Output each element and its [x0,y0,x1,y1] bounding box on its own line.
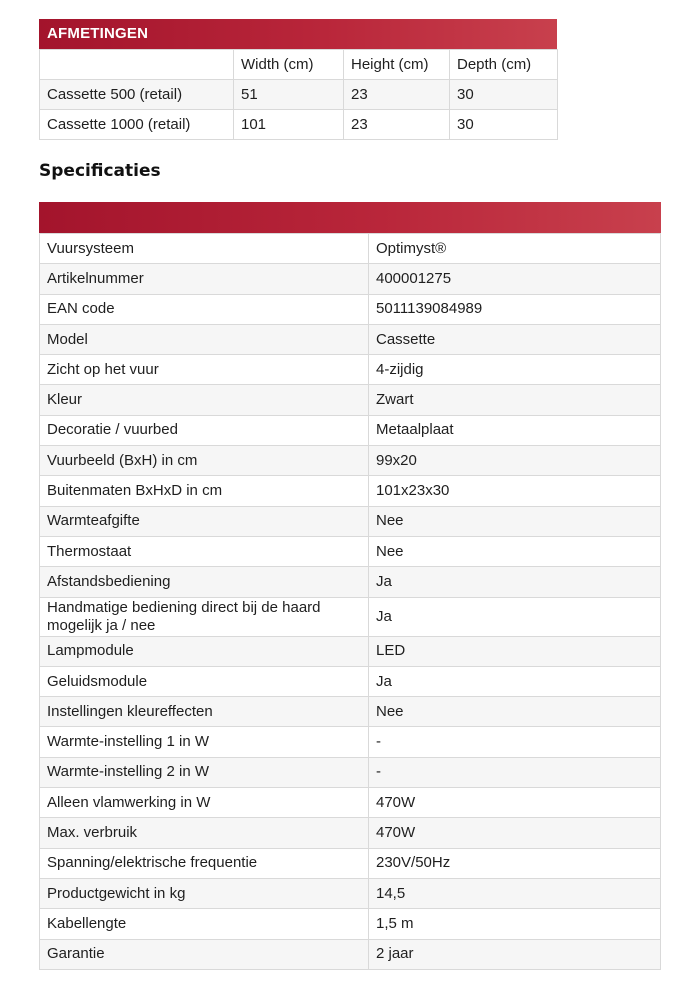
dimensions-column-header: Depth (cm) [450,50,558,80]
spec-label: Afstandsbediening [40,567,369,597]
dimensions-column-header: Width (cm) [234,50,344,80]
spec-label: Instellingen kleureffecten [40,697,369,727]
spec-label: EAN code [40,294,369,324]
spec-value: 230V/50Hz [369,848,661,878]
specifications-header-bar [39,202,661,233]
spec-label: Productgewicht in kg [40,878,369,908]
spec-label: Max. verbruik [40,818,369,848]
spec-label: Geluidsmodule [40,666,369,696]
dimensions-header: AFMETINGEN [39,19,557,49]
table-row [40,476,661,506]
table-row [40,848,661,878]
dimensions-table-section [39,19,557,140]
spec-value: 14,5 [369,878,661,908]
dimensions-cell: Cassette 1000 (retail) [40,110,234,140]
spec-value: - [369,757,661,787]
table-row [40,294,661,324]
table-row [40,385,661,415]
spec-label: Vuurbeeld (BxH) in cm [40,446,369,476]
spec-value: Cassette [369,324,661,354]
spec-label: Lampmodule [40,636,369,666]
spec-label: Buitenmaten BxHxD in cm [40,476,369,506]
spec-label: Warmteafgifte [40,506,369,536]
dimensions-cell: 23 [344,110,450,140]
table-row [40,909,661,939]
table-row [40,567,661,597]
spec-value: 4-zijdig [369,355,661,385]
spec-label: Spanning/elektrische frequentie [40,848,369,878]
dimensions-cell: 51 [234,80,344,110]
spec-label: Model [40,324,369,354]
dimensions-table [39,49,558,140]
table-row [40,536,661,566]
spec-value: 2 jaar [369,939,661,969]
table-row [40,80,558,110]
spec-label: Alleen vlamwerking in W [40,788,369,818]
spec-value: 99x20 [369,446,661,476]
spec-value: 101x23x30 [369,476,661,506]
dimensions-cell: 101 [234,110,344,140]
table-row [40,757,661,787]
table-row [40,727,661,757]
spec-value: Nee [369,697,661,727]
spec-value: Zwart [369,385,661,415]
dimensions-cell: 30 [450,80,558,110]
spec-label: Artikelnummer [40,264,369,294]
table-row [40,264,661,294]
spec-value: Ja [369,597,661,636]
spec-label: Thermostaat [40,536,369,566]
specifications-table [39,233,661,970]
table-row [40,324,661,354]
table-row [40,939,661,969]
spec-label: Warmte-instelling 2 in W [40,757,369,787]
specifications-title: Specificaties [39,161,161,181]
table-row [40,415,661,445]
table-row [40,818,661,848]
table-row [40,878,661,908]
spec-value: LED [369,636,661,666]
spec-value: Ja [369,666,661,696]
spec-value: 1,5 m [369,909,661,939]
table-row [40,788,661,818]
specifications-table-section [39,202,661,970]
spec-label: Garantie [40,939,369,969]
dimensions-cell: 23 [344,80,450,110]
spec-label: Zicht op het vuur [40,355,369,385]
spec-value: Metaalplaat [369,415,661,445]
dimensions-cell: 30 [450,110,558,140]
spec-value: 5011139084989 [369,294,661,324]
table-row [40,666,661,696]
dimensions-cell: Cassette 500 (retail) [40,80,234,110]
spec-label: Decoratie / vuurbed [40,415,369,445]
spec-value: Optimyst® [369,234,661,264]
spec-label: Kleur [40,385,369,415]
table-row [40,506,661,536]
spec-value: Ja [369,567,661,597]
table-row [40,355,661,385]
table-row [40,234,661,264]
spec-value: Nee [369,506,661,536]
table-row [40,636,661,666]
dimensions-column-header: Height (cm) [344,50,450,80]
spec-value: - [369,727,661,757]
spec-label: Kabellengte [40,909,369,939]
spec-label: Handmatige bediening direct bij de haard mogelijk ja / nee [40,597,369,636]
spec-label: Warmte-instelling 1 in W [40,727,369,757]
spec-value: 470W [369,818,661,848]
table-row [40,597,661,636]
spec-value: 470W [369,788,661,818]
table-row [40,697,661,727]
table-row [40,110,558,140]
dimensions-column-header [40,50,234,80]
spec-label: Vuursysteem [40,234,369,264]
spec-value: Nee [369,536,661,566]
table-row [40,446,661,476]
dimensions-column-header-row [40,50,558,80]
spec-value: 400001275 [369,264,661,294]
